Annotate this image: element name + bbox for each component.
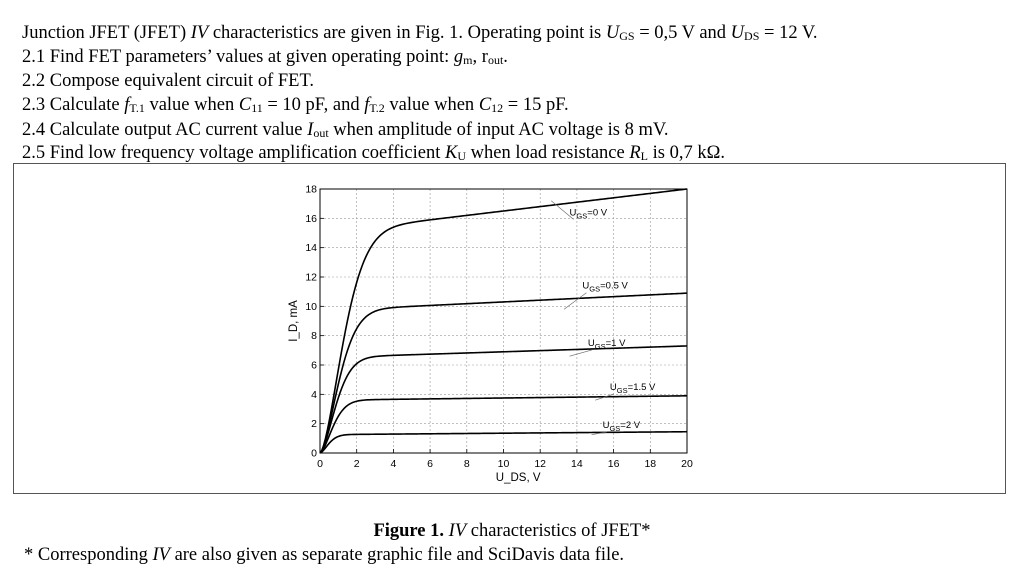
- curve-label: $U_{GS}=1$ V: [587, 337, 626, 351]
- iv-chart: [283, 180, 703, 492]
- task-item-2-1: 2.1 Find FET parameters’ values at given operating point: $g_m$, $r_{out}$.: [22, 47, 508, 67]
- task-item-2-5: 2.5 Find low frequency voltage amplification coefficient $K_U$ when load resistance $R_L$ is 0,7 kΩ.: [22, 143, 725, 163]
- x-tick-label: 14: [571, 458, 583, 470]
- curve-label: $U_{GS}=1.5$ V: [609, 381, 656, 395]
- chart-curve-labels: [551, 201, 656, 435]
- x-tick-label: 0: [317, 458, 323, 470]
- x-tick-label: 8: [463, 458, 470, 470]
- task-item-2-4: 2.4 Calculate output AC current value $I_{out}$ when amplitude of input AC voltage is 8 mV.: [22, 120, 669, 140]
- y-tick-label: 18: [305, 183, 317, 196]
- x-tick-label: 2: [353, 458, 360, 470]
- curve-label-leader: [564, 293, 586, 310]
- y-tick-label: 10: [305, 300, 317, 313]
- x-tick-label: 20: [681, 458, 693, 470]
- task-item-2-3: 2.3 Calculate $f_{T.1}$ value when $C_{11} = 10$ pF, and $f_{T.2}$ value when $C_{12} = 15$ pF.: [22, 95, 569, 115]
- x-tick-label: 4: [390, 458, 397, 470]
- task-item-2-2: 2.2 Compose equivalent circuit of FET.: [22, 71, 314, 91]
- curve-label: $U_{GS}=2$ V: [602, 420, 641, 434]
- figure-caption: Figure 1. IV characteristics of JFET*: [373, 521, 651, 541]
- chart-grid: [320, 189, 687, 453]
- x-tick-label: 10: [497, 458, 510, 470]
- y-tick-label: 8: [311, 330, 317, 343]
- footnote: * Corresponding IV are also given as separate graphic file and SciDavis data file.: [24, 545, 625, 565]
- x-tick-label: 6: [427, 458, 434, 470]
- x-tick-label: 16: [607, 458, 620, 470]
- y-tick-label: 12: [305, 271, 317, 284]
- y-tick-label: 4: [311, 388, 317, 401]
- curve-label: $U_{GS}=0$ V: [569, 207, 608, 221]
- y-tick-label: 0: [311, 447, 317, 460]
- y-tick-label: 6: [311, 359, 317, 372]
- curve-label: $U_{GS}=0.5$ V: [582, 280, 628, 294]
- curve-label-leader: [570, 350, 592, 356]
- x-axis-label: U_DS, V: [495, 472, 541, 484]
- y-tick-label: 16: [305, 212, 317, 225]
- x-tick-label: 18: [644, 458, 657, 470]
- y-axis-label: I_D, mA: [288, 300, 300, 342]
- y-tick-label: 2: [311, 418, 317, 431]
- y-tick-label: 14: [305, 242, 317, 255]
- task-intro: Junction JFET (JFET) IV characteristics are given in Fig. 1. Operating point is $U_{GS} = 0,5$ V and $U_{DS} = 12$ V.: [22, 23, 818, 43]
- x-tick-label: 12: [534, 458, 547, 470]
